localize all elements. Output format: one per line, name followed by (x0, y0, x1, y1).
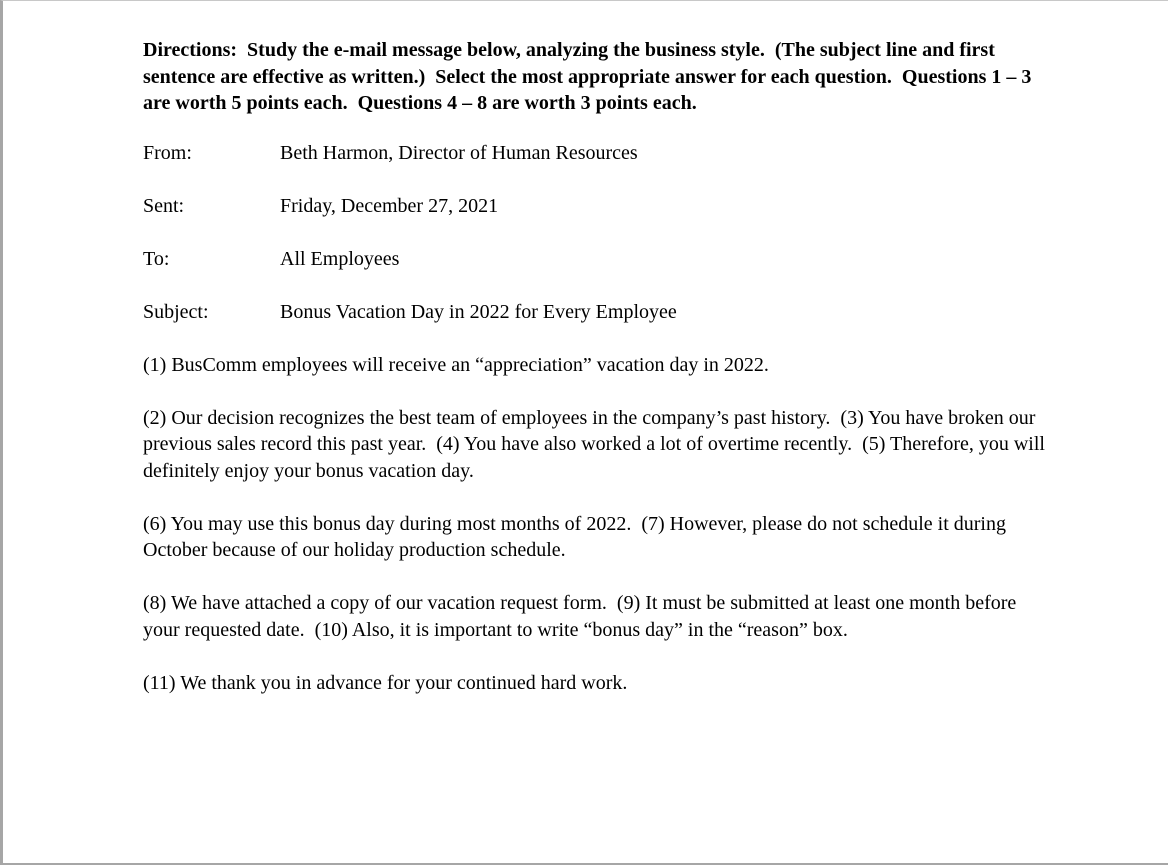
sent-label: Sent: (143, 194, 185, 217)
subject-value: Bonus Vacation Day in 2022 for Every Employee (280, 300, 677, 323)
email-paragraph-1: (1) BusComm employees will receive an “appreciation” vacation day in 2022. (143, 353, 769, 376)
from-label: From: (143, 141, 192, 164)
subject-label: Subject: (143, 300, 209, 323)
from-value: Beth Harmon, Director of Human Resources (280, 141, 638, 164)
email-to-row (143, 246, 1048, 273)
email-paragraph-3: (6) You may use this bonus day during most months of 2022. (7) However, please do not schedule it during October because of our holiday production schedule. (143, 512, 1011, 561)
sent-value: Friday, December 27, 2021 (280, 194, 499, 217)
email-paragraph-2: (2) Our decision recognizes the best team of employees in the company’s past history. (3) You have broken our previous sales record this past year. (4) You have also worked a lot of overtime recently. (5) Therefore, you will definitely enjoy your bonus vacation day. (143, 406, 1050, 482)
directions-text: Directions: Study the e-mail message below, analyzing the business style. (The subject line and first sentence are effective as written.) Select the most appropriate answer for each question. Questions 1 – 3 are worth 5 points each. Questions 4 – 8 are worth 3 points each. (143, 39, 1037, 114)
to-value: All Employees (280, 247, 400, 270)
email-paragraph-5: (11) We thank you in advance for your continued hard work. (143, 671, 628, 694)
email-from-row (143, 140, 1048, 167)
email-sent-row (143, 193, 1048, 220)
email-subject-row (143, 299, 1048, 326)
email-paragraph-4: (8) We have attached a copy of our vacation request form. (9) It must be submitted at least one month before your requested date. (10) Also, it is important to write “bonus day” in the “reason” box. (143, 592, 1022, 641)
document-content (143, 37, 1048, 723)
to-label: To: (143, 247, 170, 270)
